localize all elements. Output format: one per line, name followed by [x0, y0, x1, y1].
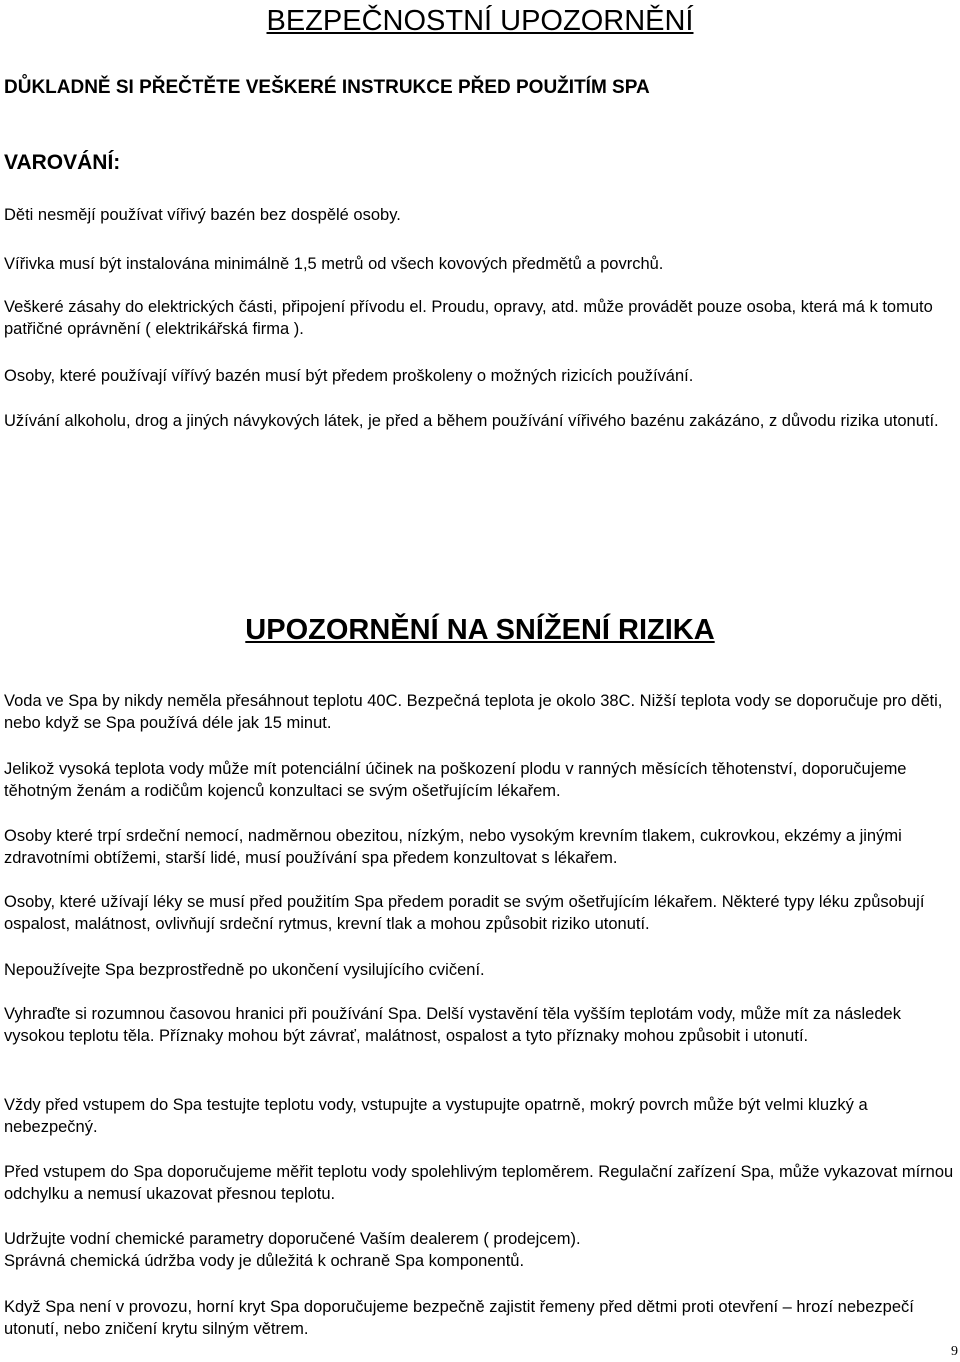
risk-paragraph-exercise: Nepoužívejte Spa bezprostředně po ukončení vysilujícího cvičení.: [4, 961, 485, 979]
read-instructions-notice: DŮKLADNĚ SI PŘEČTĚTE VEŠKERÉ INSTRUKCE PŘED POUŽITÍM SPA: [4, 77, 650, 98]
warning-paragraph-training: Osoby, které používají vířívý bazén musí být předem proškoleny o možných rizicích používání.: [4, 367, 694, 385]
warning-paragraph-children: Děti nesmějí používat vířivý bazén bez dospělé osoby.: [4, 206, 401, 224]
risk-paragraph-cover: Když Spa není v provozu, horní kryt Spa doporučujeme bezpečně zajistit řemeny před dětmi proti otevření – hrozí nebezpečí utonutí, nebo zničení krytu silným větrem.: [4, 1298, 914, 1338]
page-number: 9: [951, 1344, 958, 1359]
warning-paragraph-alcohol: Užívání alkoholu, drog a jiných návykových látek, je před a během používání vířivého bazénu zakázáno, z důvodu rizika utonutí.: [4, 412, 939, 430]
warning-paragraph-installation: Vířivka musí být instalována minimálně 1,5 metrů od všech kovových předmětů a povrchů.: [4, 255, 664, 273]
risk-paragraph-health: Osoby které trpí srdeční nemocí, nadměrnou obezitou, nízkým, nebo vysokým krevním tlakem, cukrovkou, ekzémy a jinými zdravotními obtížemi, starší lidé, musí používání spa předem konzultovat s lékařem.: [4, 827, 902, 867]
warning-heading: VAROVÁNÍ:: [4, 151, 121, 174]
page-title: BEZPEČNOSTNÍ UPOZORNĚNÍ: [266, 5, 694, 37]
risk-paragraph-pregnancy: Jelikož vysoká teplota vody může mít potenciální účinek na poškození plodu v ranných měsících těhotenství, doporučujeme těhotným ženám a rodičům kojenců konzultaci se svým ošetřujícím lékařem.: [4, 760, 907, 800]
risk-paragraph-medication: Osoby, které užívají léky se musí před použitím Spa předem poradit se svým ošetřujícím lékařem. Některé typy léku způsobují ospalost, malátnost, ovlivňují srdeční rytmus, krevní tlak a mohou způsobit riziko utonutí.: [4, 893, 925, 933]
risk-paragraph-temperature: Voda ve Spa by nikdy neměla přesáhnout teplotu 40C. Bezpečná teplota je okolo 38C. Nižší teplota vody se doporučuje pro děti, nebo když se Spa používá déle jak 15 minut.: [4, 692, 943, 732]
risk-paragraph-time-limit: Vyhraďte si rozumnou časovou hranici při používání Spa. Delší vystavění těla vyšším teplotám vody, může mít za následek vysokou teplotu těla. Příznaky mohou být závrať, malátnost, ospalost a tyto příznaky mohou způsobit i utonutí.: [4, 1005, 901, 1045]
risk-section-heading: UPOZORNĚNÍ NA SNÍŽENÍ RIZIKA: [245, 614, 715, 646]
warning-paragraph-electrical: Veškeré zásahy do elektrických části, připojení přívodu el. Proudu, opravy, atd. může provádět pouze osoba, která má k tomuto patřičné oprávnění ( elektrikářská firma ).: [4, 298, 933, 338]
risk-paragraph-thermometer: Před vstupem do Spa doporučujeme měřit teplotu vody spolehlivým teploměrem. Regulační zařízení Spa, může vykazovat mírnou odchylku a nemusí ukazovat přesnou teplotu.: [4, 1163, 954, 1203]
risk-paragraph-chemistry: Udržujte vodní chemické parametry doporučené Vaším dealerem ( prodejcem).: [4, 1230, 581, 1248]
risk-paragraph-entry: Vždy před vstupem do Spa testujte teplotu vody, vstupujte a vystupujte opatrně, mokrý povrch může být velmi kluzký a nebezpečný.: [4, 1096, 868, 1136]
risk-paragraph-maintenance: Správná chemická údržba vody je důležitá k ochraně Spa komponentů.: [4, 1252, 525, 1270]
